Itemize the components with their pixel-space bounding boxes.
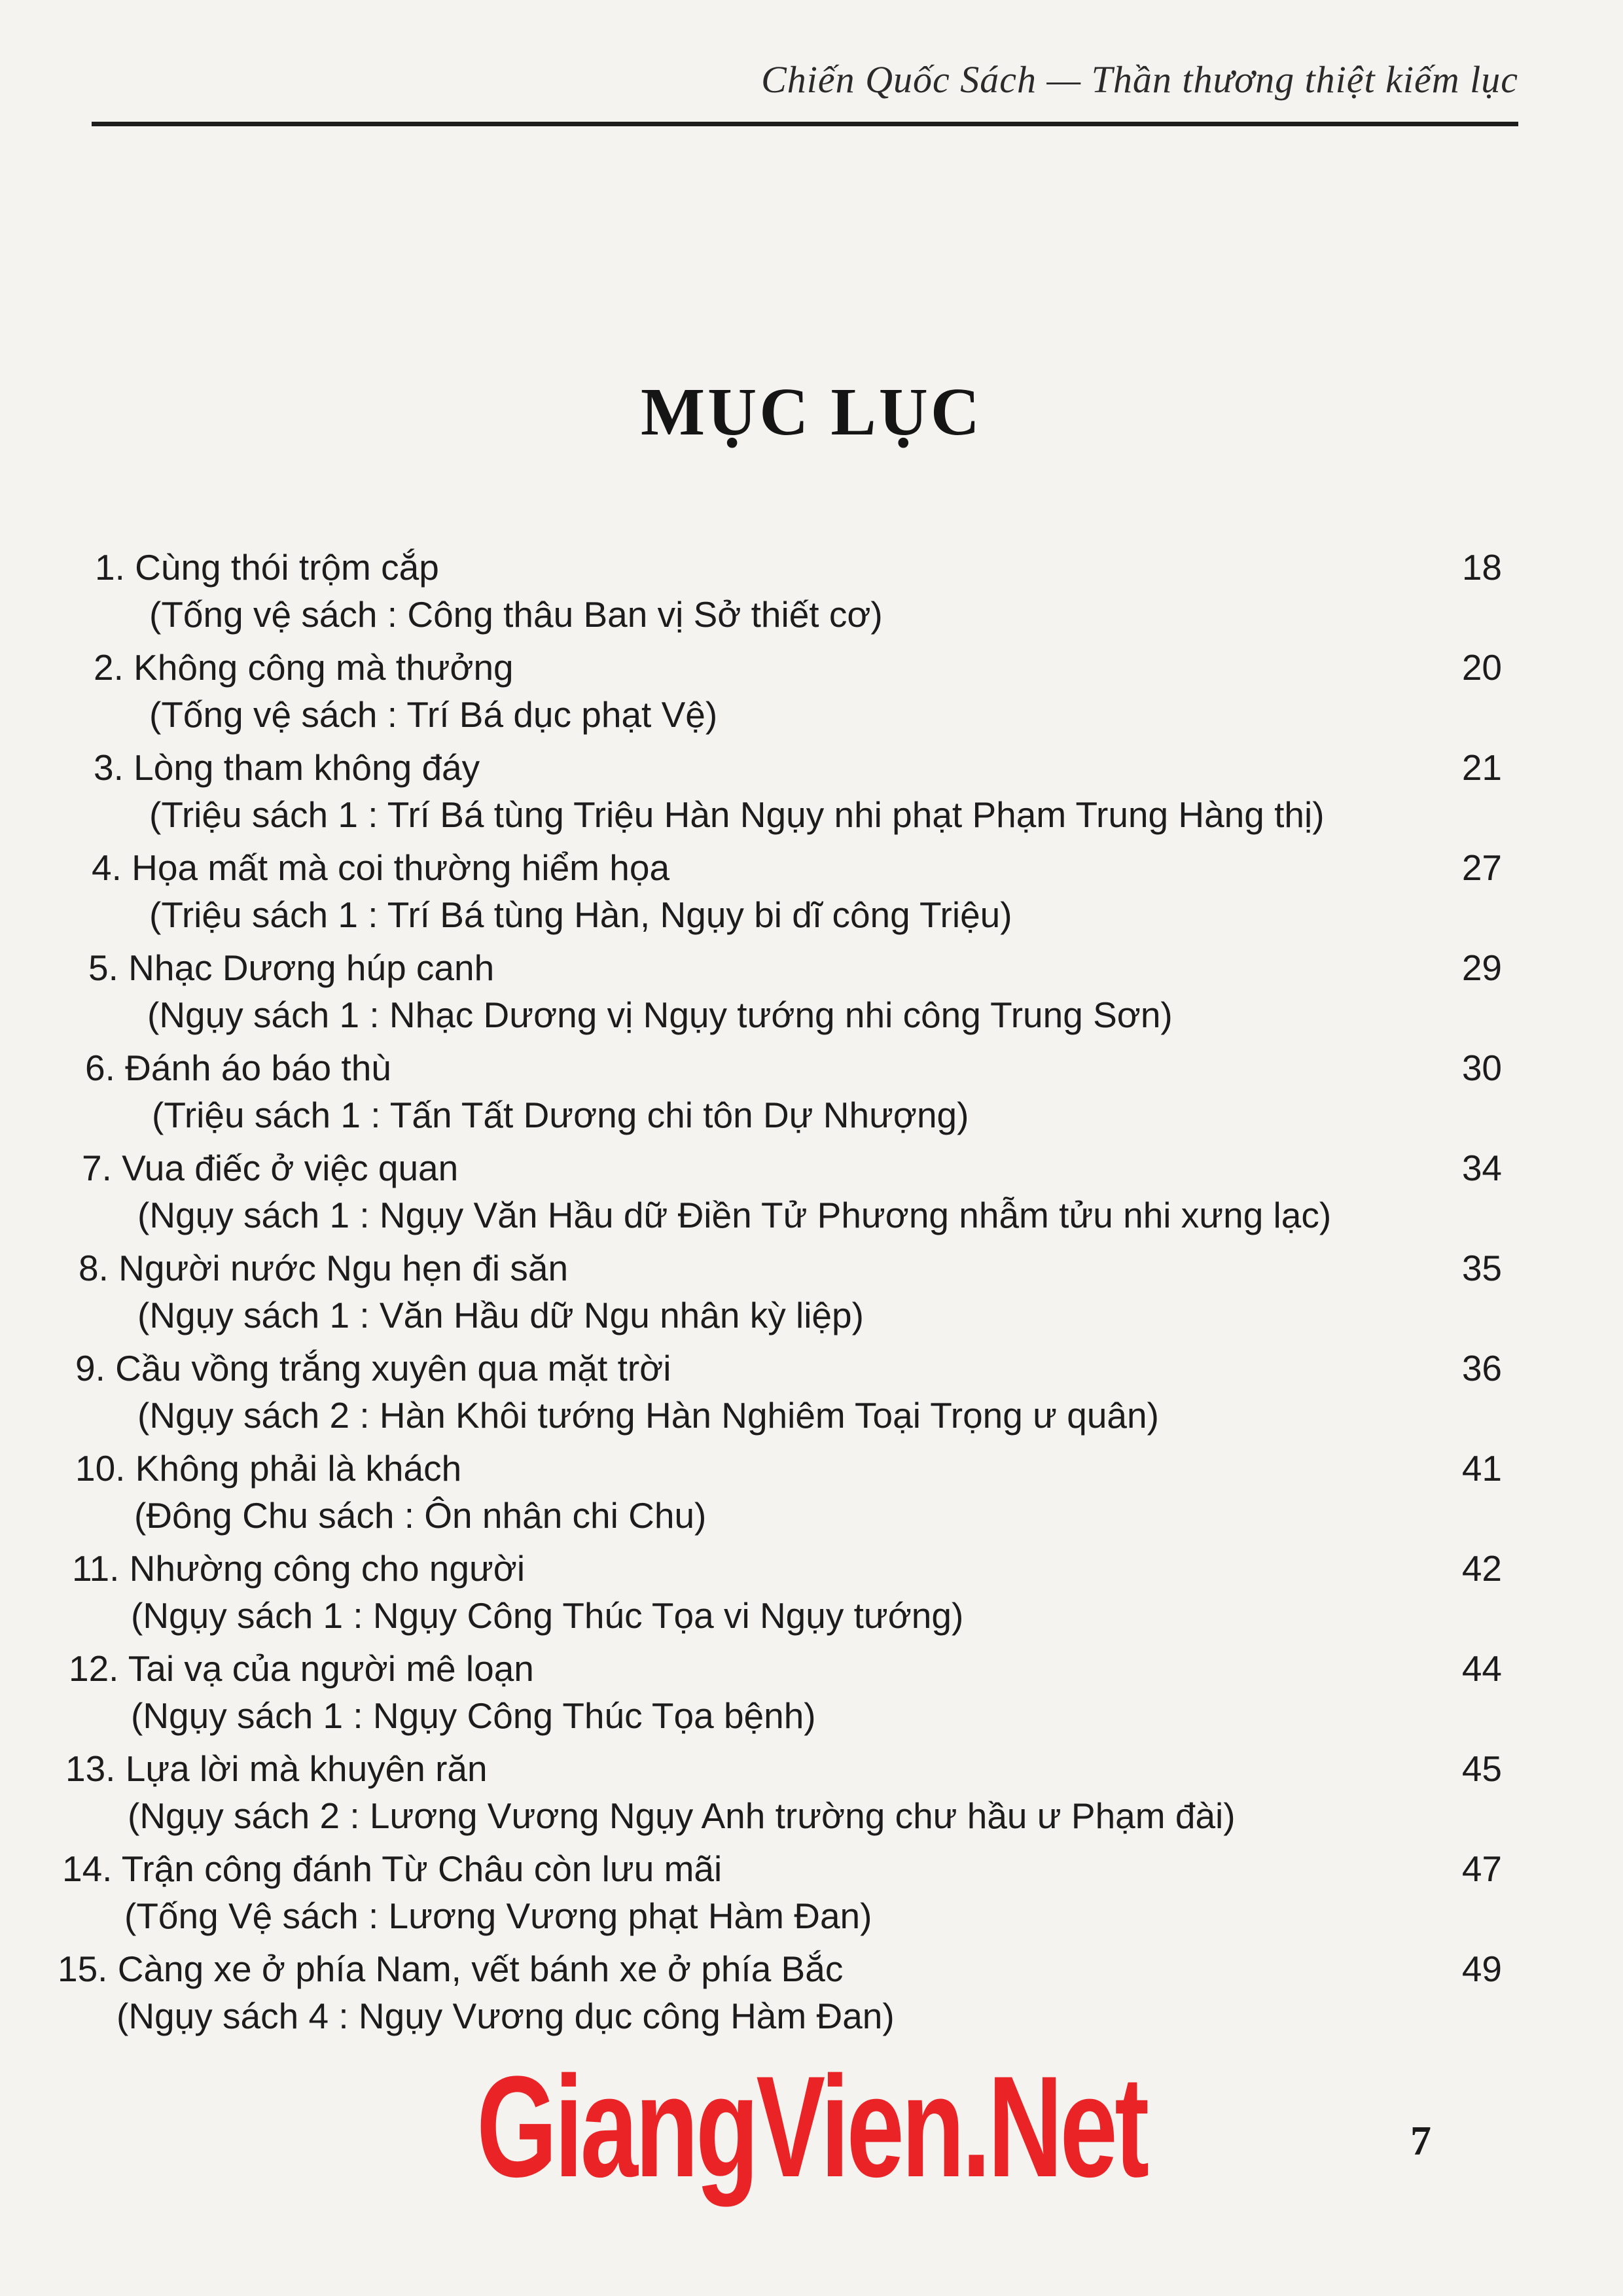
entry-source: (Ngụy sách 4 : Ngụy Vương dục công Hàm Đan) — [116, 1996, 895, 2036]
entry-title: 12. Tai vạ của người mê loạn — [69, 1648, 534, 1689]
entry-source: (Ngụy sách 1 : Ngụy Công Thúc Tọa vi Ngụy tướng) — [131, 1595, 964, 1636]
entry-title: 3. Lòng tham không đáy — [94, 747, 480, 788]
running-header: Chiến Quốc Sách — Thần thương thiệt kiếm lục — [761, 58, 1518, 101]
entry-page-number: 44 — [1461, 1648, 1502, 1689]
entry-source: (Triệu sách 1 : Tấn Tất Dương chi tôn Dự Nhượng) — [152, 1095, 969, 1135]
entry-source: (Đông Chu sách : Ôn nhân chi Chu) — [134, 1495, 707, 1536]
entry-page-number: 41 — [1461, 1448, 1502, 1489]
entry-page-number: 34 — [1461, 1148, 1502, 1188]
entry-source: (Triệu sách 1 : Trí Bá tùng Triệu Hàn Ngụy nhi phạt Phạm Trung Hàng thị) — [149, 794, 1325, 835]
toc-entry-7 — [0, 1137, 1623, 1237]
toc-entry-11 — [0, 1538, 1623, 1638]
toc-entry-12 — [0, 1638, 1623, 1738]
toc-entry-14 — [0, 1838, 1623, 1938]
toc-entry-3 — [0, 737, 1623, 837]
toc-entry-1 — [0, 537, 1623, 637]
toc-entry-10 — [0, 1438, 1623, 1538]
entry-page-number: 35 — [1461, 1248, 1502, 1288]
entry-page-number: 27 — [1461, 847, 1502, 888]
entry-page-number: 36 — [1461, 1348, 1502, 1388]
entry-title: 14. Trận công đánh Từ Châu còn lưu mãi — [62, 1848, 722, 1889]
entry-title: 10. Không phải là khách — [75, 1448, 462, 1489]
entry-title: 1. Cùng thói trộm cắp — [95, 547, 439, 588]
header-rule — [92, 122, 1518, 126]
entry-page-number: 49 — [1461, 1949, 1502, 1989]
entry-source: (Tống Vệ sách : Lương Vương phạt Hàm Đan) — [124, 1896, 872, 1936]
entry-title: 2. Không công mà thưởng — [94, 647, 514, 688]
toc-entry-5 — [0, 937, 1623, 1037]
entry-title: 11. Nhường công cho người — [72, 1548, 526, 1589]
toc-entry-8 — [0, 1237, 1623, 1337]
entry-source: (Ngụy sách 2 : Hàn Khôi tướng Hàn Nghiêm Toại Trọng ư quân) — [137, 1395, 1159, 1436]
entry-source: (Ngụy sách 1 : Ngụy Văn Hầu dữ Điền Tử Phương nhẫm tửu nhi xưng lạc) — [137, 1195, 1332, 1235]
entry-title: 13. Lựa lời mà khuyên răn — [65, 1748, 488, 1789]
page-title: MỤC LỤC — [641, 374, 982, 450]
entry-title: 9. Cầu vồng trắng xuyên qua mặt trời — [75, 1348, 671, 1388]
entry-page-number: 47 — [1461, 1848, 1502, 1889]
entry-source: (Ngụy sách 1 : Văn Hầu dữ Ngu nhân kỳ liệp) — [137, 1295, 864, 1335]
entry-page-number: 29 — [1461, 947, 1502, 988]
entry-title: 4. Họa mất mà coi thường hiểm họa — [92, 847, 670, 888]
entry-page-number: 21 — [1461, 747, 1502, 788]
entry-page-number: 18 — [1461, 547, 1502, 588]
toc-list — [0, 537, 1623, 2038]
entry-source: (Ngụy sách 2 : Lương Vương Ngụy Anh trường chư hầu ư Phạm đài) — [128, 1795, 1236, 1836]
page-number: 7 — [1410, 2117, 1431, 2164]
watermark-text: GiangVien.Net — [476, 2046, 1147, 2207]
entry-source: (Ngụy sách 1 : Ngụy Công Thúc Tọa bệnh) — [131, 1695, 816, 1736]
entry-title: 6. Đánh áo báo thù — [85, 1048, 391, 1088]
entry-title: 15. Càng xe ở phía Nam, vết bánh xe ở phía Bắc — [58, 1949, 844, 1989]
entry-page-number: 20 — [1461, 647, 1502, 688]
toc-entry-4 — [0, 837, 1623, 937]
entry-page-number: 30 — [1461, 1048, 1502, 1088]
entry-page-number: 45 — [1461, 1748, 1502, 1789]
toc-entry-2 — [0, 637, 1623, 737]
entry-source: (Tống vệ sách : Trí Bá dục phạt Vệ) — [149, 694, 718, 735]
toc-entry-9 — [0, 1337, 1623, 1438]
toc-entry-15 — [0, 1938, 1623, 2038]
toc-entry-13 — [0, 1738, 1623, 1838]
entry-source: (Tống vệ sách : Công thâu Ban vị Sở thiết cơ) — [149, 594, 883, 635]
entry-title: 8. Người nước Ngu hẹn đi săn — [79, 1248, 569, 1288]
entry-title: 7. Vua điếc ở việc quan — [82, 1148, 459, 1188]
entry-title: 5. Nhạc Dương húp canh — [88, 947, 495, 988]
entry-page-number: 42 — [1461, 1548, 1502, 1589]
entry-source: (Ngụy sách 1 : Nhạc Dương vị Ngụy tướng nhi công Trung Sơn) — [147, 995, 1173, 1035]
entry-source: (Triệu sách 1 : Trí Bá tùng Hàn, Ngụy bi dĩ công Triệu) — [149, 894, 1012, 935]
toc-entry-6 — [0, 1037, 1623, 1137]
